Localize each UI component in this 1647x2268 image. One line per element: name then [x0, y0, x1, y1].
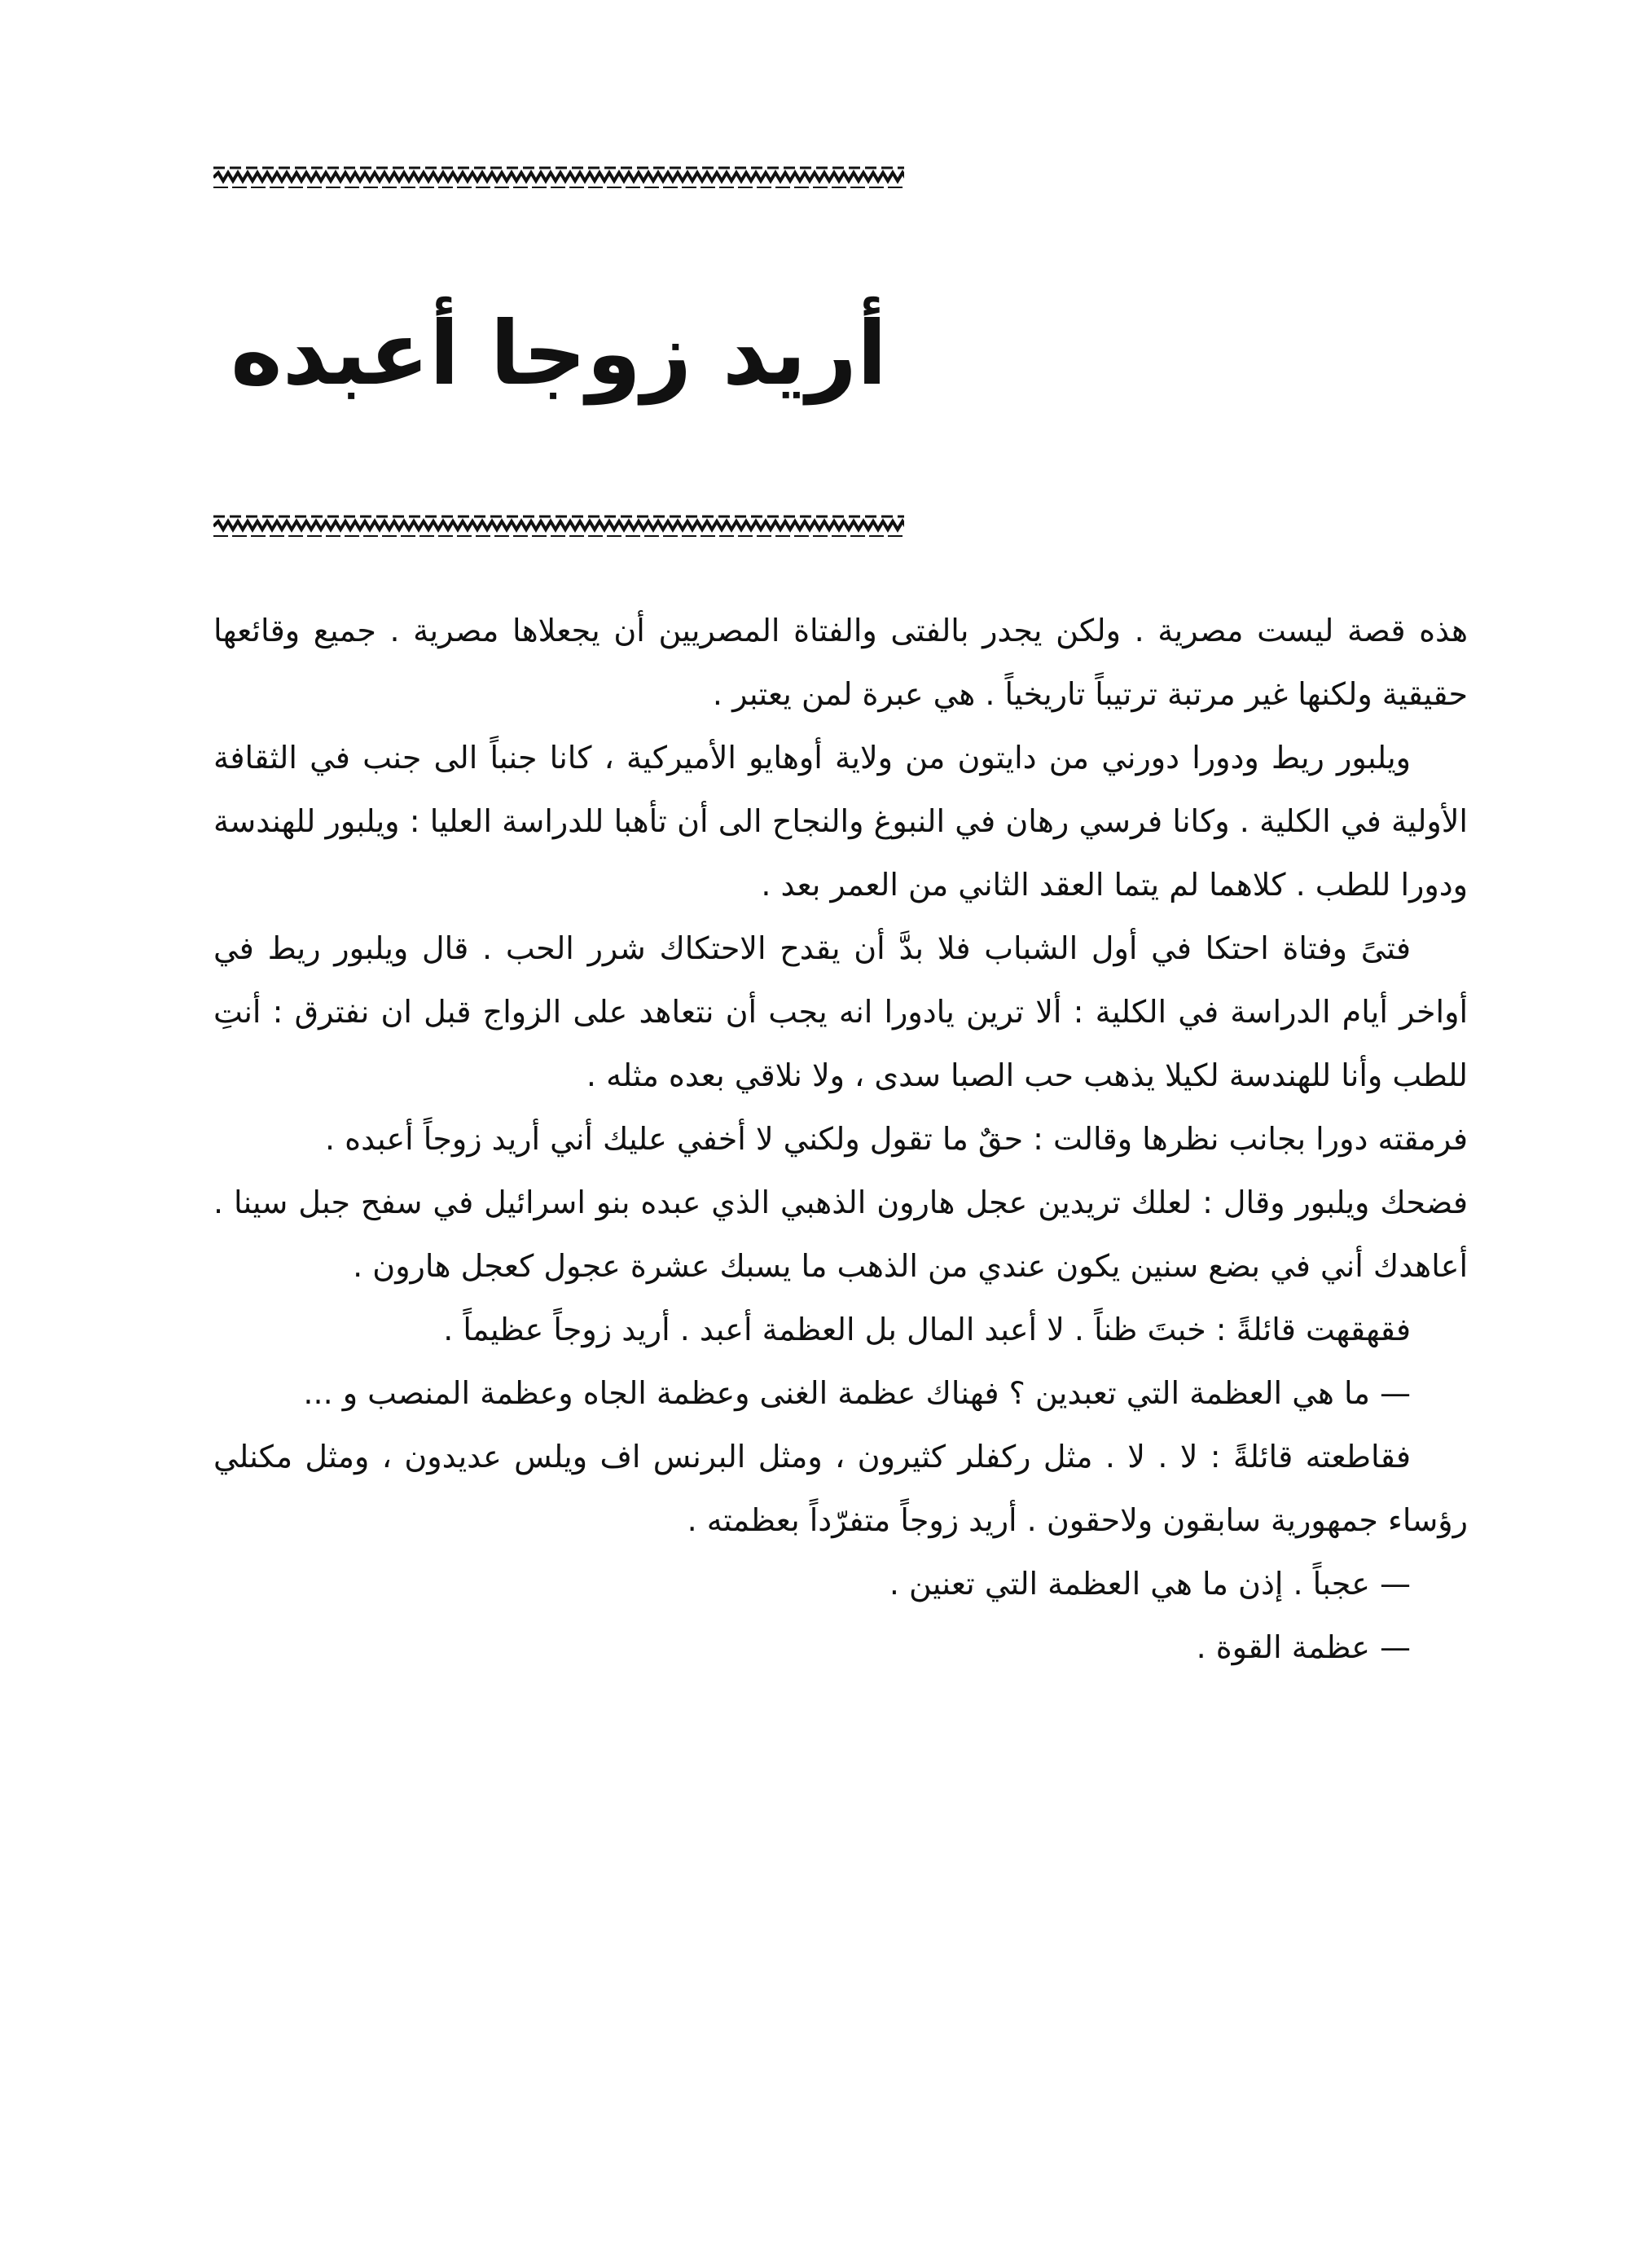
paragraph: فضحك ويلبور وقال : لعلك تريدين عجل هارون الذهبي الذي عبده بنو اسرائيل في سفح جبل سينا . أعاهدك أني في بضع سنين يكون عندي من الذهب ما يسبك عشرة عجول كعجل هارون .: [213, 1185, 1468, 1284]
paragraph: فقهقهت قائلةً : خبتَ ظناً . لا أعبد المال بل العظمة أعبد . أريد زوجاً عظيماً .: [443, 1312, 1411, 1347]
dialogue-line: — عظمة القوة .: [1196, 1629, 1411, 1665]
dialogue-line: — ما هي العظمة التي تعبدين ؟ فهناك عظمة الغنى وعظمة الجاه وعظمة المنصب و ...: [303, 1375, 1411, 1411]
paragraph: فرمقته دورا بجانب نظرها وقالت : حقٌ ما تقول ولكني لا أخفي عليك أني أريد زوجاً أعبده .: [325, 1121, 1468, 1157]
dialogue-line: — عجباً . إذن ما هي العظمة التي تعنين .: [889, 1566, 1411, 1602]
bottom-ornament-divider: [213, 512, 904, 541]
paragraph: ويلبور ريط ودورا دورني من دايتون من ولاية أوهايو الأميركية ، كانا جنباً الى جنب في الثقافة الأولية في الكلية . وكانا فرسي رهان في النبوغ والنجاح الى أن تأهبا للدراسة العليا : ويلبور للهندسة ودورا للطب . كلاهما لم يتما العقد الثاني من العمر بعد .: [213, 740, 1468, 903]
top-ornament-divider: [213, 163, 904, 192]
story-body: [213, 599, 1468, 1679]
paragraph: فقاطعته قائلةً : لا . لا . مثل ركفلر كثيرون ، ومثل البرنس اف ويلس عديدون ، ومثل مكنلي رؤساء جمهورية سابقون ولاحقون . أريد زوجاً متفرّداً بعظمته .: [213, 1439, 1468, 1538]
page-title: أريد زوجا أعبده: [230, 303, 888, 405]
paragraph: فتىً وفتاة احتكا في أول الشباب فلا بدَّ أن يقدح الاحتكاك شرر الحب . قال ويلبور ريط في أواخر أيام الدراسة في الكلية : ألا ترين يادورا انه يجب أن نتعاهد على الزواج قبل ان نفترق : أنتِ للطب وأنا للهندسة لكيلا يذهب حب الصبا سدى ، ولا نلاقي بعده مثله .: [213, 930, 1468, 1093]
paragraph: هذه قصة ليست مصرية . ولكن يجدر بالفتى والفتاة المصريين أن يجعلاها مصرية . جميع وقائعها حقيقية ولكنها غير مرتبة ترتيباً تاريخياً . هي عبرة لمن يعتبر .: [213, 613, 1468, 712]
